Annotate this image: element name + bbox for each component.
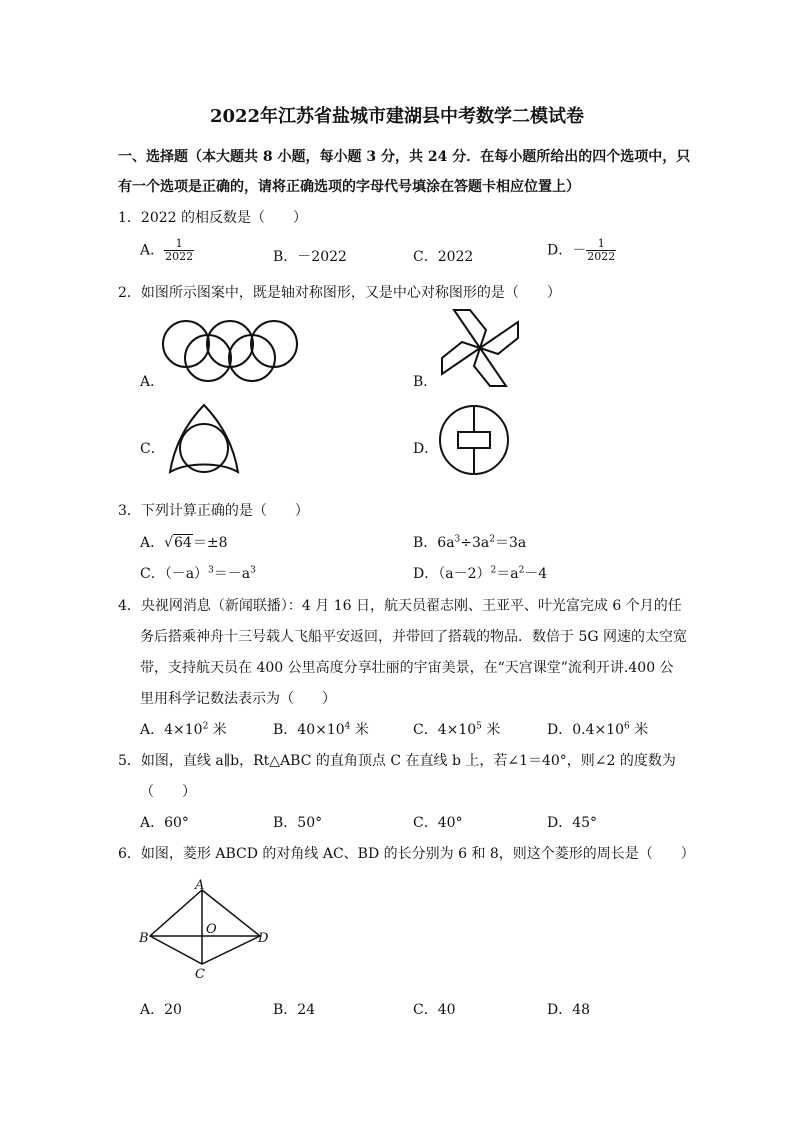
trefoil-figure <box>164 402 244 476</box>
olympic-rings-figure <box>160 318 300 382</box>
vertex-c-label: C <box>195 967 205 982</box>
coin-figure <box>436 402 512 478</box>
q3-option-b: B．$6a^3\div 3a^2=3a$ <box>413 534 527 551</box>
q5-option-d: D．45° <box>547 815 598 831</box>
q2-option-c: C． <box>140 441 165 457</box>
q1-option-c: C．2022 <box>413 249 474 265</box>
q6-option-c: C．40 <box>413 1002 456 1018</box>
q5-option-b: B．50° <box>273 815 323 831</box>
q2-option-b: B． <box>413 374 438 390</box>
vertex-d-label: D <box>258 931 269 946</box>
q5-option-a: A．60° <box>140 815 189 831</box>
q4-option-d: D．$0.4\times 10^6$ 米 <box>547 721 649 738</box>
q1-option-a: A． $\frac{1}{2022}$ <box>140 237 194 263</box>
section-heading-line-2: 有一个选项是正确的，请将正确选项的字母代号填涂在答题卡相应位置上） <box>118 179 580 195</box>
q1-option-b: B．－2022 <box>273 249 347 265</box>
pinwheel-figure <box>440 306 524 390</box>
q4-line-3: 带，支持航天员在 400 公里高度分享壮丽的宇宙美景，在“天宫课堂”流利开讲.400 公 <box>140 660 674 676</box>
q4-option-a: A．$4\times 10^2$ 米 <box>140 721 227 738</box>
q4-line-1: 4．央视网消息（新闻联播）：4 月 16 日，航天员翟志刚、王亚平、叶光富完成 6 个月的任 <box>118 598 682 614</box>
q1-option-d: D．－ $\frac{1}{2022}$ <box>547 237 616 263</box>
q6-option-a: A．20 <box>140 1002 182 1018</box>
q2-option-d: D． <box>413 441 439 457</box>
q6-option-b: B．24 <box>273 1002 316 1018</box>
q6-option-d: D．48 <box>547 1002 591 1018</box>
q3-option-c: C．$(-a)^3=-a^3$ <box>140 565 256 582</box>
q1-stem: 1．2022 的相反数是（ ） <box>118 210 307 226</box>
q5-line-1: 5．如图，直线 a∥b，Rt△ABC 的直角顶点 C 在直线 b 上，若∠1＝40°，则∠2 的度数为 <box>118 753 676 769</box>
q4-option-b: B．$40\times 10^4$ 米 <box>273 721 369 738</box>
rhombus-figure <box>136 876 276 982</box>
q5-option-c: C．40° <box>413 815 463 831</box>
q3-option-d: D．$(a-2)^2=a^2-4$ <box>413 565 548 582</box>
q2-stem: 2．如图所示图案中，既是轴对称图形，又是中心对称图形的是（ ） <box>118 285 561 301</box>
q4-line-4: 里用科学记数法表示为（ ） <box>140 691 336 707</box>
vertex-a-label: A <box>195 878 205 893</box>
page-title: 2022年江苏省盐城市建湖县中考数学二模试卷 <box>209 106 585 127</box>
q4-line-2: 务后搭乘神舟十三号载人飞船平安返回，并带回了搭载的物品．数倍于 5G 网速的太空宽 <box>140 629 687 645</box>
section-heading-line-1: 一、选择题（本大题共 8 小题，每小题 3 分，共 24 分．在每小题所给出的四个选项中，只 <box>118 149 691 165</box>
q6-stem: 6．如图，菱形 ABCD 的对角线 AC、BD 的长分别为 6 和 8，则这个菱形的周长是（ ） <box>118 846 695 862</box>
q5-line-2: （ ） <box>140 784 196 800</box>
center-o-label: O <box>206 922 217 937</box>
q3-option-a: A．√64＝±8 <box>140 535 228 551</box>
vertex-b-label: B <box>139 931 149 946</box>
q4-option-c: C．$4\times 10^5$ 米 <box>413 721 501 738</box>
q3-stem: 3．下列计算正确的是（ ） <box>118 503 309 519</box>
q2-option-a: A． <box>140 374 165 390</box>
